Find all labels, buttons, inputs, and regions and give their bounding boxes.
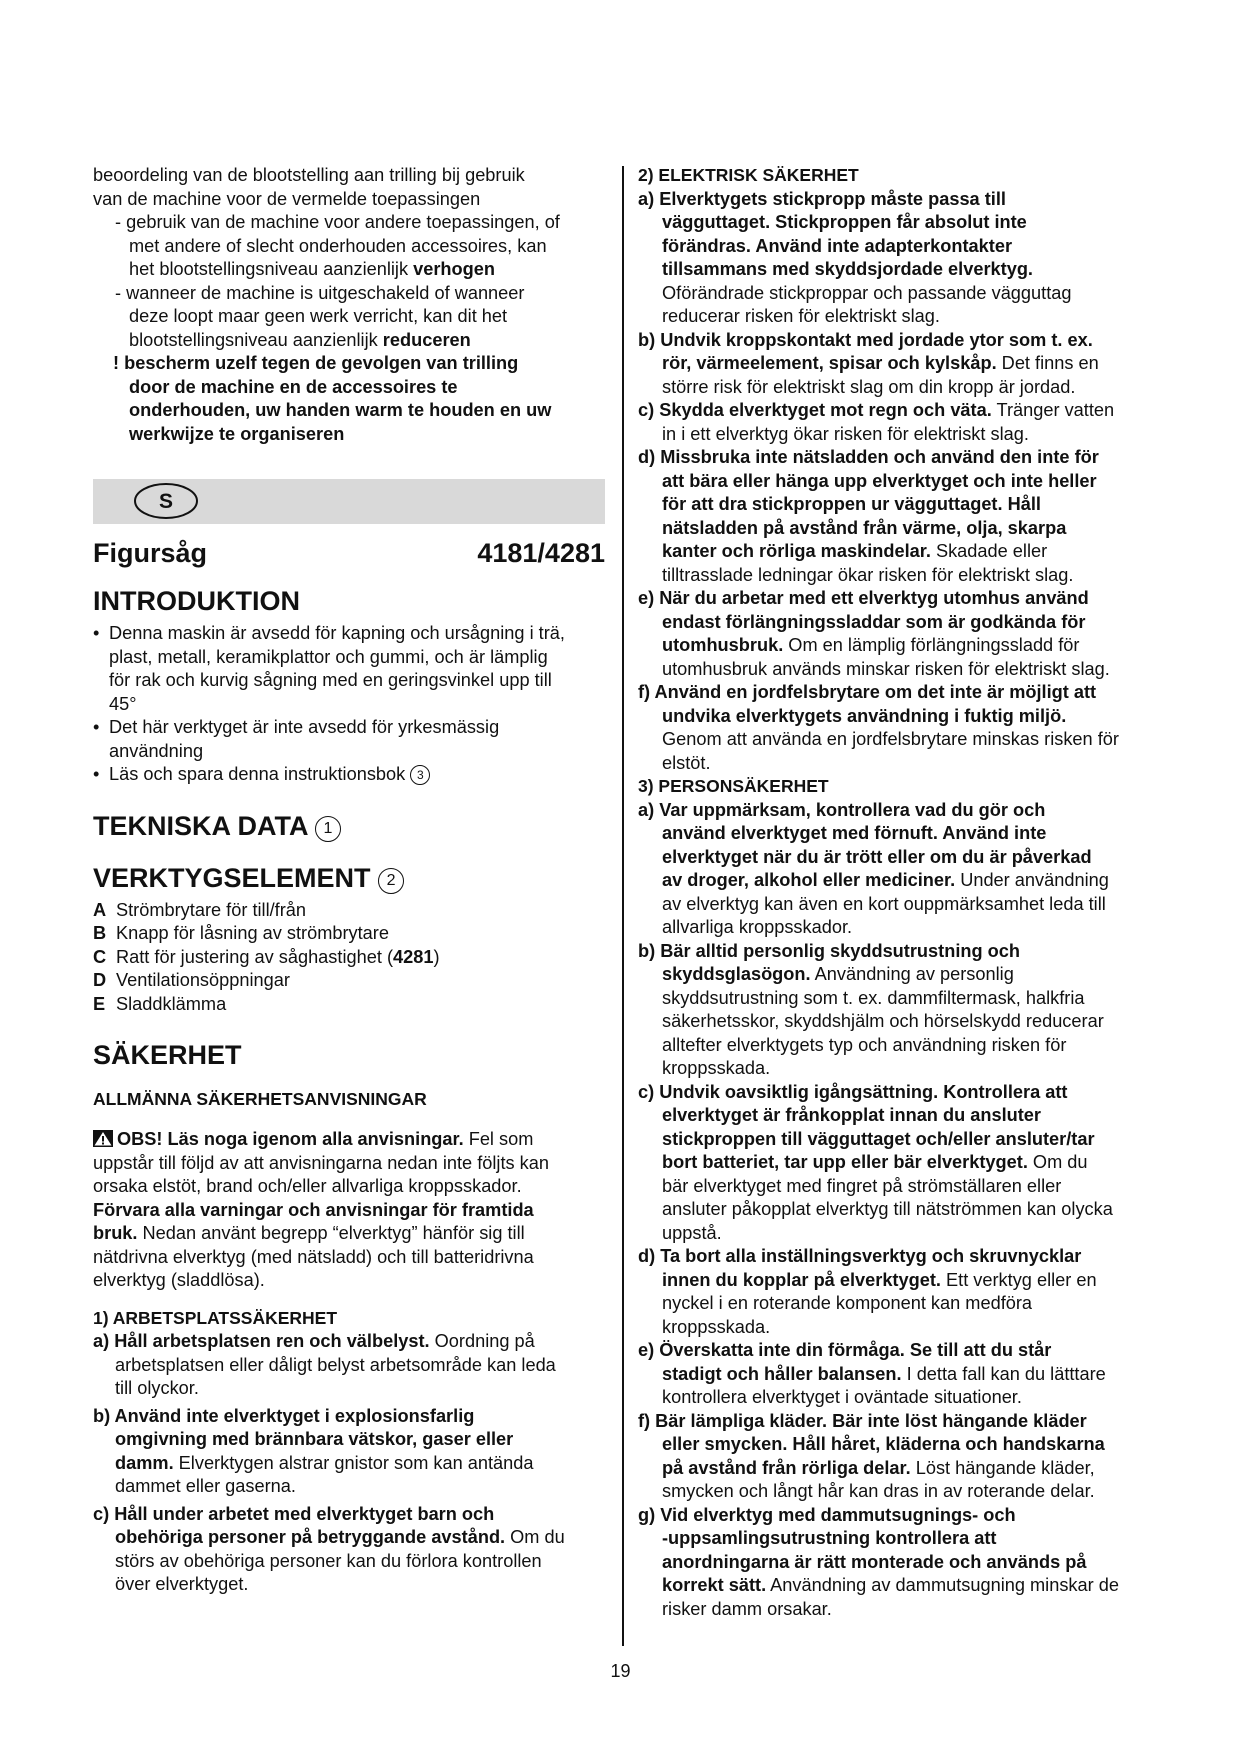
personal-item-f: f) Bär lämpliga kläder. Bär inte löst hängande kläder eller smycken. Håll håret, kläderna och handskarna på avstånd från rörliga delar. Löst hängande kläder, smycken och långt hår kan dras in av roterande delar. (638, 1410, 1105, 1501)
electrical-item-d: d) Missbruka inte nätsladden och använd den inte för att bära eller hänga upp elverktyget och inte heller för att dra stickproppen ur vägguttaget. Håll nätsladden på avstånd från värme, olja, skarpa kanter och rörliga maskindelar. Skadade eller tilltrasslade ledningar ökar risken för elektriskt slag. (638, 447, 1099, 585)
language-bar (93, 479, 605, 524)
product-name: Figursåg (93, 538, 208, 568)
elements-list (93, 899, 605, 1017)
workplace-item-c: c) Håll under arbetet med elverktyget barn och obehöriga personer på betryggande avstånd. Om du störs av obehöriga personer kan du förlora kontrollen över elverktyget. (93, 1503, 565, 1594)
general-safety-heading: ALLMÄNNA SÄKERHETSANVISNINGAR (93, 1089, 427, 1109)
intro-bullet-2: • Det här verktyget är inte avsedd för yrkesmässig användning (93, 717, 500, 761)
electrical-item-c: c) Skydda elverktyget mot regn och väta. Tränger vatten in i ett elverktyg ökar risken för elektriskt slag. (638, 400, 1115, 444)
nl-warning-item: ! bescherm uzelf tegen de gevolgen van trilling door de machine en de accessoires te onderhouden, uw handen warm te houden en uw werkwijze te organiseren (113, 353, 552, 444)
figure-ref-1: 1 (315, 816, 341, 842)
electrical-item-b: b) Undvik kroppskontakt med jordade ytor som t. ex. rör, värmeelement, spisar och kylskåp. Det finns en större risk för elektriskt slag om din kropp är jordad. (638, 329, 1099, 397)
element-item: B Knapp för låsning av strömbrytare (93, 923, 389, 943)
nl-dash-item-1: - gebruik van de machine voor andere toepassingen, of met andere of slecht onderhouden accessoires, kan het blootstellingsniveau aanzienlijk verhogen (115, 212, 560, 279)
page-number: 19 (610, 1661, 631, 1681)
nl-dash-item-2: - wanneer de machine is uitgeschakeld of wanneer deze loopt maar geen werk verricht, kan dit het blootstellingsniveau aanzienlijk reduceren (115, 282, 525, 350)
workplace-safety-heading: 1) ARBETSPLATSSÄKERHET (93, 1307, 338, 1328)
element-item: A Strömbrytare för till/från (93, 899, 307, 920)
obs-paragraph: OBS! Läs noga igenom alla anvisningar. Fel som uppstår till följd av att anvisningarna nedan inte följts kan orsaka elstöt, brand och/eller allvarliga kroppsskador. Förvara alla varningar och anvisningar för framtida bruk. Nedan använt begrepp “elverktyg” hänför sig till nätdrivna elverktyg (med nätsladd) och till batteridrivna elverktyg (sladdlösa). (93, 1129, 549, 1290)
language-badge (133, 482, 199, 520)
product-title-row (93, 536, 605, 570)
warning-icon (93, 1130, 113, 1147)
electrical-safety-heading: 2) ELEKTRISK SÄKERHET (638, 165, 859, 185)
intro-bullet-1: • Denna maskin är avsedd för kapning och ursågning i trä, plast, metall, keramikplattor och gummi, och är lämplig för rak och kurvig sågning med en geringsvinkel upp till 45° (93, 623, 565, 714)
elements-heading: VERKTYGSELEMENT 2 (93, 861, 605, 895)
product-model: 4181/4281 (477, 538, 605, 568)
workplace-item-b: b) Använd inte elverktyget i explosionsfarlig omgivning med brännbara vätskor, gaser eller damm. Elverktygen alstrar gnistor som kan antända dammet eller gaserna. (93, 1405, 534, 1496)
figure-ref-3: 3 (410, 765, 430, 785)
tech-data-heading: TEKNISKA DATA 1 (93, 809, 605, 843)
electrical-item-a: a) Elverktygets stickpropp måste passa till vägguttaget. Stickproppen får absolut inte förändras. Använd inte adapterkontakter tillsammans med skyddsjordade elverktyg. Oförändrade stickproppar och passande vägguttag reducerar risken för elektriskt slag. (638, 188, 1072, 326)
electrical-item-f: f) Använd en jordfelsbrytare om det inte är möjligt att undvika elverktygets användning i fuktig miljö. Genom att använda en jordfelsbrytare minskas risken för elstöt. (638, 682, 1119, 773)
right-column (638, 164, 1150, 1621)
personal-item-b: b) Bär alltid personlig skyddsutrustning och skyddsglasögon. Användning av personlig skyddsutrustning som t. ex. dammfiltermask, halkfria säkerhetsskor, skyddshjälm och hörselskydd reducerar alltefter elverktygets typ och användning risken för kroppsskada. (638, 940, 1104, 1078)
personal-item-c: c) Undvik oavsiktlig igångsättning. Kontrollera att elverktyget är frånkopplat innan du ansluter stickproppen till vägguttaget och/eller ansluter/tar bort batteriet, tar upp eller bär elverktyget. Om du bär elverktyget med fingret på strömställaren eller ansluter påkopplat elverktyg till nätströmmen kan olycka uppstå. (638, 1081, 1113, 1243)
safety-heading: SÄKERHET (93, 1040, 242, 1070)
nl-intro-paragraph: beoordeling van de blootstelling aan trilling bij gebruik van de machine voor de vermelde toepassingen (93, 165, 525, 209)
personal-item-e: e) Överskatta inte din förmåga. Se till att du står stadigt och håller balansen. I detta fall kan du lätttare kontrollera elverktyget i oväntade situationer. (638, 1340, 1106, 1407)
element-item: C Ratt för justering av såghastighet (4281) (93, 946, 440, 967)
personal-item-g: g) Vid elverktyg med dammutsugnings- och -uppsamlingsutrustning kontrollera att anordningarna är rätt monterade och används på korrekt sätt. Användning av dammutsugning minskar de risker damm orsakar. (638, 1504, 1119, 1619)
workplace-item-a: a) Håll arbetsplatsen ren och välbelyst. Oordning på arbetsplatsen eller dåligt belyst arbetsområde kan leda till olyckor. (93, 1331, 556, 1398)
column-divider (622, 166, 624, 1646)
personal-item-a: a) Var uppmärksam, kontrollera vad du gör och använd elverktyget med förnuft. Använd inte elverktyget när du är trött eller om du är påverkad av droger, alkohol eller mediciner. Under användning av elverktyg kan även en kort ouppmärksamhet leda till allvarliga kroppsskador. (638, 799, 1109, 937)
intro-heading: INTRODUKTION (93, 586, 300, 616)
electrical-item-e: e) När du arbetar med ett elverktyg utomhus använd endast förlängningssladdar som är godkända för utomhusbruk. Om en lämplig förlängningssladd för utomhusbruk används minskar risken för elektriskt slag. (638, 588, 1110, 679)
personal-item-d: d) Ta bort alla inställningsverktyg och skruvnycklar innen du kopplar på elverktyget. Ett verktyg eller en nyckel i en roterande komponent kan medföra kroppsskada. (638, 1246, 1097, 1337)
left-column (93, 164, 605, 1597)
language-badge-letter: S (158, 490, 174, 513)
intro-bullet-3: • Läs och spara denna instruktionsbok 3 (93, 763, 605, 787)
element-item: E Sladdklämma (93, 993, 227, 1014)
personal-safety-heading: 3) PERSONSÄKERHET (638, 776, 829, 796)
element-item: D Ventilationsöppningar (93, 970, 290, 990)
figure-ref-2: 2 (378, 868, 404, 894)
